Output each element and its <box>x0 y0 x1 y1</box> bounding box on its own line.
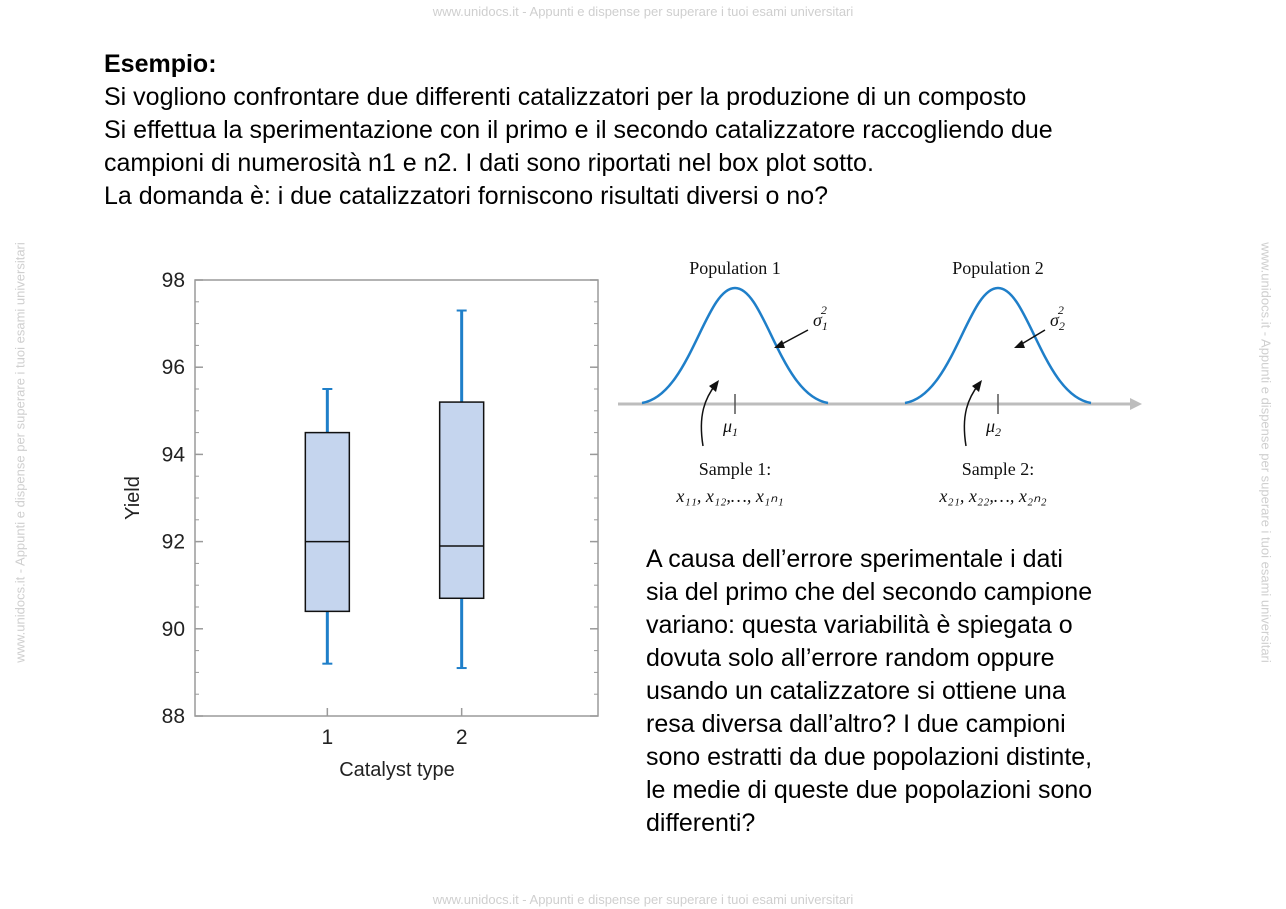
x-tick-label: 1 <box>321 726 334 749</box>
sample-1-arrow <box>701 384 716 446</box>
x-ticks <box>321 708 467 749</box>
explanation-line-6: resa diversa dall’altro? I due campioni <box>646 710 1066 738</box>
explanation-line-1: A causa dell’errore sperimentale i dati <box>646 545 1063 573</box>
population-1-label: Population 1 <box>689 258 781 278</box>
y-axis-label: Yield <box>122 476 144 520</box>
diagram-axis-arrow <box>1130 398 1142 410</box>
sigma-2-arrowhead <box>1014 340 1025 348</box>
sample-1-arrowhead <box>709 380 719 392</box>
box-plot <box>122 269 598 781</box>
x-tick-label: 2 <box>455 726 468 749</box>
population-diagram <box>618 258 1142 506</box>
intro-line-4: La domanda è: i due catalizzatori forniscono risultati diversi o no? <box>104 182 829 210</box>
intro-line-2: Si effettua la sperimentazione con il primo e il secondo catalizzatore raccogliendo due <box>104 116 1053 144</box>
sample-1-label: Sample 1: <box>698 459 772 479</box>
watermark-right: www.unidocs.it - Appunti e dispense per superare i tuoi esami universitari <box>1258 242 1274 663</box>
y-tick-label: 98 <box>161 269 185 292</box>
explanation-line-7: sono estratti da due popolazioni distinte, <box>646 743 1093 771</box>
explanation-line-3: variano: questa variabilità è spiegata o <box>646 611 1073 639</box>
y-tick-label: 96 <box>161 356 185 380</box>
explanation-line-5: usando un catalizzatore si ottiene una <box>646 677 1066 705</box>
sample-2-values: x₂₁, x₂₂,…, x₂ₙ₂ <box>939 486 1047 506</box>
intro-line-3: campioni di numerosità n1 e n2. I dati sono riportati nel box plot sotto. <box>104 149 874 177</box>
explanation-text <box>646 543 1166 840</box>
mu-2-label: $\mu_2$ <box>986 416 1002 439</box>
y-ticks <box>162 269 598 728</box>
sigma-2-label: $\sigma_22$ <box>1050 303 1065 333</box>
watermark-top: www.unidocs.it - Appunti e dispense per superare i tuoi esami universitari <box>432 4 854 19</box>
box-iqr <box>305 433 349 612</box>
sample-2-arrowhead <box>972 380 982 392</box>
watermark-left: www.unidocs.it - Appunti e dispense per superare i tuoi esami universitari <box>12 242 28 663</box>
explanation-line-4: dovuta solo all’errore random oppure <box>646 644 1055 672</box>
explanation-line-8: le medie di queste due popolazioni sono <box>646 776 1093 804</box>
explanation-line-2: sia del primo che del secondo campione <box>646 578 1093 606</box>
sample-2-arrow <box>964 384 979 446</box>
watermark-bottom: www.unidocs.it - Appunti e dispense per superare i tuoi esami universitari <box>432 892 854 907</box>
box-iqr <box>440 402 484 598</box>
population-1-curve <box>642 288 828 403</box>
sigma-1-arrow <box>780 330 808 345</box>
y-tick-label: 92 <box>161 530 185 554</box>
x-axis-label: Catalyst type <box>339 759 455 781</box>
sample-2-label: Sample 2: <box>961 459 1035 479</box>
explanation-line-9: differenti? <box>646 809 756 837</box>
y-tick-label: 94 <box>161 443 185 467</box>
sample-1-values: x₁₁, x₁₂,…, x₁ₙ₁ <box>676 486 784 506</box>
plot-frame <box>195 280 598 716</box>
sigma-1-label: $\sigma_12$ <box>813 303 828 333</box>
y-tick-label: 90 <box>161 617 185 641</box>
example-title: Esempio: <box>104 50 217 78</box>
boxes <box>305 311 483 669</box>
population-2-label: Population 2 <box>952 258 1044 278</box>
mu-1-label: $\mu_1$ <box>723 416 739 439</box>
y-tick-label: 88 <box>161 705 185 728</box>
intro-line-1: Si vogliono confrontare due differenti catalizzatori per la produzione di un composto <box>104 83 1027 111</box>
